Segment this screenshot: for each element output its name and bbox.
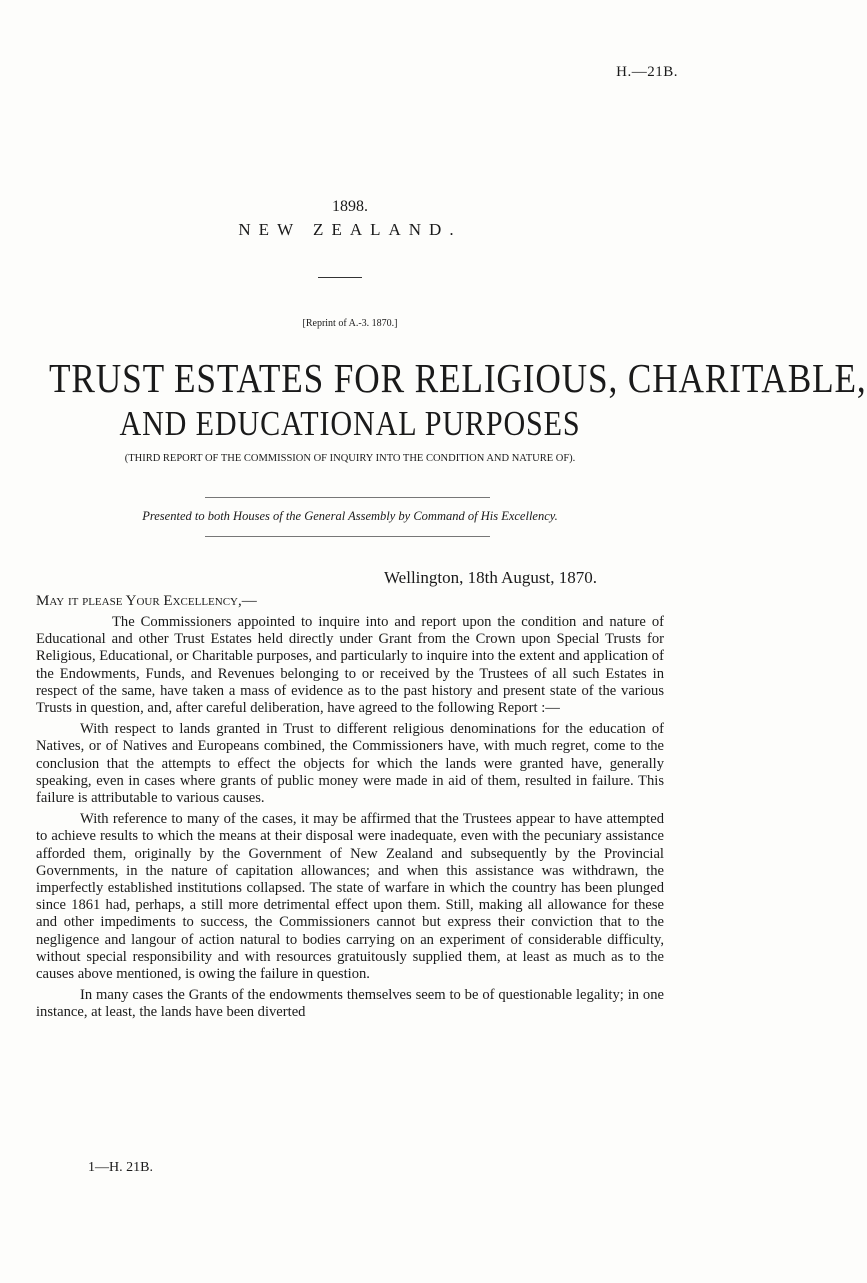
title-line-2: AND EDUCATIONAL PURPOSES [119,404,581,443]
paragraph-4: In many cases the Grants of the endowments themselves seem to be of questionable legality; in one instance, at least, the lands have been diverted [36,987,664,1021]
reprint-note: [Reprint of A.-3. 1870.] [302,318,398,329]
rule-below-presented [205,536,490,537]
year: 1898. [332,198,368,215]
signature-mark: 1—H. 21B. [88,1160,153,1175]
rule-above-presented [205,497,490,498]
letter-body [36,614,664,1026]
paragraph-1: The Commissioners appointed to inquire into and report upon the condition and nature of Educational and other Trust Estates held directly under Grant from the Crown upon Special Trusts for Religious, Educational, or Charitable purposes, and particularly to inquire into the extent and application of the Endowments, Funds, and Revenues belonging to or received by the Trustees of all such Estates in respect of the same, have taken a mass of evidence as to the past history and present state of the various Trusts in question, and, after careful deliberation, have agreed to the following Report :— [36,614,664,717]
title-line-1: TRUST ESTATES FOR RELIGIOUS, CHARITABLE, [49,355,867,401]
paragraph-2: With respect to lands granted in Trust to different religious denominations for the education of Natives, or of Natives and Europeans combined, the Commissioners have, with much regret, come to the conclusion that the attempts to effect the objects for which the lands were granted have, generally speaking, even in cases where grants of public money were made in aid of them, resulted in failure. This failure is attributable to various causes. [36,721,664,807]
presented-note: Presented to both Houses of the General Assembly by Command of His Excellency. [142,509,558,523]
dateline: Wellington, 18th August, 1870. [384,568,598,587]
paragraph-3: With reference to many of the cases, it may be affirmed that the Trustees appear to have attempted to achieve results to which the means at their disposal were inadequate, even with the pecuniary assistance afforded them, originally by the Government of New Zealand and subsequently by the Provincial Governments, in the nature of capitation allowances; and when this assistance was withdrawn, the imperfectly established institutions collapsed. The state of warfare in which the country has been plunged since 1861 had, perhaps, a still more detrimental effect upon them. Still, making all allowance for these and other impediments to success, the Commissioners cannot but express their conviction that to the negligence and langour of action natural to bodies carrying on an experiment of considerable difficulty, without special responsibility and with resources gratuitously supplied them, at least as much as to the causes above mentioned, is owing the failure in question. [36,811,664,983]
subtitle: (THIRD REPORT OF THE COMMISSION OF INQUIRY INTO THE CONDITION AND NATURE OF). [124,453,576,464]
page-reference: H.—21B. [616,64,678,80]
country-heading: NEW ZEALAND. [238,220,462,239]
short-rule [318,277,362,278]
salutation: May it please Your Excellency,— [36,593,257,609]
